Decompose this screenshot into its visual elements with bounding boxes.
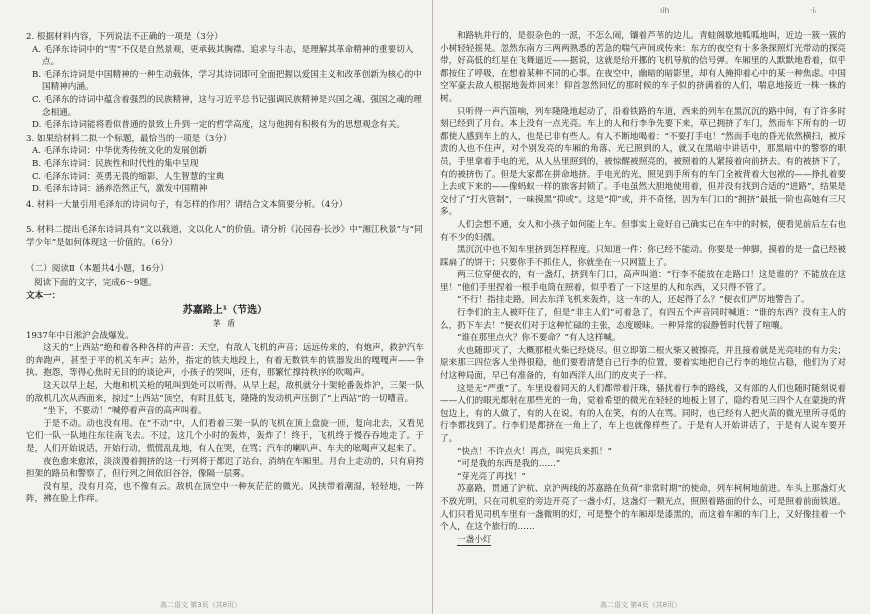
story-paragraph: 黑沉沉中也不知车里挤到怎样程度。只知道一件：你已经不能动。你要是一伸脚，摸着的是一盒已经被踩扁了的饼干；只要你手不抓住人，你就坐在一只网篮上了。 (440, 245, 846, 268)
question-2-option-d[interactable]: D. 毛泽东诗词能将看似普通的景致上升到一定的哲学高度，这与他拥有积极有为的思想观念有关。 (32, 120, 405, 131)
story-paragraph: 火也随即灭了，大概那根火柴已经烧尽。但立即第二根火柴又被擦亮，并且接着就是光亮哇的有力尖；原来那三四位客人坐得很稳，他们要看清楚自己行李的位置，要着实地把自己行李的地位占稳，他们为了对付这种局面，早已有准备的，有如西洋人出门的皮夹子一样。 (440, 345, 846, 382)
story-paragraph: 两三位穿便衣的，有一盏灯，挤到车门口，高声叫道：“行李不能放在走路口！这是谁的？不能放在这里！”他们手里捏着一根手电筒在照着，似乎看了一下这里的人和东西，又只得不管了。 (440, 270, 846, 293)
header-marks (440, 6, 860, 24)
story-paragraph: “坐下，不要动！”喊停着声音的高声叫着。 (43, 406, 207, 417)
story-paragraph: 只听得一声汽笛响，列车隆隆地起动了，沿着铁路的车道，西来的列车在黑沉沉的路中间，有了许多时刻已经到了月台。本上没有一点光亮。车上的人和行李争先要下来，草已拥挤了车门，然而车下所有的一切都使人感到车上的人，也是已非有些人。有人不断地喝着：“不要打手电！”然而手电的昏光依然横扫，被斥责的人也不住声，对个别发亮的车厢的角落、光已照到的人，就又在黑暗中讲话中，那黑暗中的警察的职员，手里拿着手电的光，从人丛里照到的，被惊醒被照亮的，被照着的人紧接着向前挤去。有的被挤下了，有的被挤伤了。但是大家都在拼命地挤。手电光的光，照见到手所有的车门全被背着大包袱的——挣扎着要上去或下来的——像蚂蚁一样的旅客封锁了。手电虽然大胆地使用着，但并没有找到合适的“进路”，结果是交付了“打火管制”，一味摸黑“抑或”。这是“抑”或，并不奇怪，因为车门口的“拥挤”最抵一阶也高她有三尺多。 (440, 106, 846, 218)
question-3-stem: 3. 如果给材料二拟一个标题，最恰当的一项是（3分） (26, 133, 232, 144)
story-paragraph: “芽光亮了再找！” (457, 471, 526, 482)
answer-space-4[interactable] (26, 211, 424, 223)
question-3-option-c[interactable]: C. 毛泽东诗词：英勇无畏的缩影，人生智慧的宝典 (32, 171, 225, 182)
story-paragraph: “谁在那里点火？你不要命？”有人这样喊。 (457, 333, 621, 344)
left-page-footer: 高二语文 第3页（共8页） (160, 601, 242, 609)
underlined-phrase: 一盏小灯 (457, 534, 492, 545)
story-paragraph: 这是无“严重”了。车里设着同天的人们都带着汗珠，骚扰着行李的路线，又有部的人们也随时随刻说着——人们的眼光都射在那些光的一角，觉着希望的微光在轻轻的地板上冒了，隐约看见三四个人在蒙拢的背包边上，有的人做了，有的人在说，有的人在笑，有的人在骂。同时，也已经有人把火苗的微光里所寻觅的行李都找到了。行李们是都挤在一角上了，车上也就像样些了。于是有人开始讲话了，于是有人说车要开了。 (440, 383, 846, 444)
page-fold-divider (432, 0, 433, 614)
story-paragraph: 人们会想不通，女人和小孩子如何能上车。但事实上竟好自己确实已在车中的时候，便看见前后左右也有不少的妇孺。 (440, 219, 846, 243)
story-paragraph: “快点！不许点火！再点，叫宪兵来抓！” (457, 446, 612, 457)
reading-instruction: 阅读下面的文字，完成6～9题。 (34, 277, 157, 288)
question-2-stem: 2. 根据材料内容，下列说法不正确的一项是（3分） (26, 32, 223, 42)
question-3-option-b[interactable]: B. 毛泽东诗词：民族性和时代性的集中呈现 (32, 158, 199, 169)
question-2-option-a[interactable]: A. 毛泽东诗词中的“雪”不仅是自然景观，更承载其胸襟、追求与斗志，是理解其革命精神的重要切入点。 (32, 44, 414, 68)
story-paragraph: 于是不动。动也没有用。在“不动”中，人们看着三架一队的飞机在顶上盘旋一匝，复向北去，又看见它们一队一队地往东往南飞去。不过，这几个小时的轰炸，轰炸了！终于，飞机终于慢吞吞地走了。于是，人们开始说话，开始行动，慌慌乱乱地，有人在哭，在骂；汽车的喇叭声、车夫的吆喝声又起来了。 (26, 418, 424, 455)
question-3-option-d[interactable]: D. 毛泽东诗词：涵养浩然正气，激发中国精神 (32, 184, 208, 195)
header-mark-2: ·iᵢ (810, 6, 817, 15)
story-paragraph: 这天的“上西站”绝和着各种各样的声音：天空，有敌人飞机的声音；远远传来的，有炮声，救护汽车的奔跑声，甚至于平的机关车声；站外，指定的铁夫地段上，有着无数铁车的铁器发出的嘎嘎声——争执、抱怨，等得心焦时无目的的谈论声，小孩子的哭叫，还有，那繁忙撑持秩序的吹喝声。 (26, 343, 424, 379)
story-paragraph: 夜色愈来愈浓，淡淡漫着拥挤的这一行列将于都迟了站台，消纳在车厢里。月台上走动的，只有肩挎担架的路员和警察了，但行列之间依旧谷谷，像隔一层雾。 (26, 456, 424, 480)
right-page (440, 30, 846, 610)
question-2-option-c[interactable]: C. 毛泽东的诗词中蕴含着强烈的民族精神，这与习近平总书记强调民族精神是兴国之魂、强国之魂的理念相通。 (32, 94, 422, 118)
question-3-option-a[interactable]: A. 毛泽东诗词：中华优秀传统文化的发展创新 (32, 146, 207, 157)
left-page (26, 30, 424, 610)
story-paragraph: 行李们的主人被吓住了，但是“非主人们”可着急了，有四五个声音同时喊道：“谁的东西？没有主人的么，扔下车去！”便衣们对于这种忙碌的主张，态度暧昧。一种异常的寂静暂时代替了喧嚷。 (440, 308, 846, 331)
question-5: 5. 材料二提出毛泽东诗词具有“文以载道，文以化人”的价值。请分析《沁园春·长沙》中“湘江秋景”与“同学少年”是如何体现这一价值的。（6分） (26, 225, 423, 248)
answer-space-5[interactable] (26, 250, 424, 260)
question-2-option-b[interactable]: B. 毛泽东诗词是中国精神的一种生动载体，学习其诗词即可全面把握以爱国主义和改革创新为核心的中国精神内涵。 (32, 69, 422, 93)
story-paragraph: 没有星，没有月亮，也不像有云。敌机在顶空中一种灰茫茫的微光。风挟带着潮湿，轻轻地，一阵阵，拂在脸上作痒。 (26, 481, 424, 505)
story-paragraph: 苏嘉路，贯通了沪杭、京沪两线的苏嘉路在负荷“非常时期”的使命，列车柯柯地前进。车头上那盏灯火不放光明，只在司机室的旁边开亮了一盏小灯，这盏灯一颗光点，照照着路面的什么，可是照着前面铁道。人们只看见司机车里有一盏微明的灯，可是整个的车厢却是漆黑的，而这着车厢的车门上，又好像挂着一个个人，在这个旅行的…… (440, 484, 846, 533)
section-heading: （二）阅读Ⅱ（本题共4小题，16分） (26, 263, 169, 274)
story-author: 茅 盾 (212, 318, 238, 328)
story-title: 苏嘉路上¹（节选） (182, 304, 268, 316)
story-paragraph: “不行！指挂走路，回去东洋飞机来轰炸，这一车的人，还起得了么？”便衣们严厉地警告了。 (457, 295, 810, 306)
story-paragraph: 这天以早上起，大炮和机关枪的吼叫到处可以听得。从早上起，敌机就分十架轮番轰炸沪，三架一队的敌机几次从西面来，掠过“上西站”顶空，有时且低飞，隆隆的发动机声压倒了“上西站”的一切嘈音。 (26, 381, 424, 404)
underlined-phrase-note (440, 534, 846, 547)
question-4: 4. 材料一大量引用毛泽东的诗词句子，有怎样的作用？请结合文本简要分析。（4分） (26, 199, 348, 210)
header-mark-1: ıı̇h (660, 6, 670, 15)
story-paragraph: “可是我的东西是我的……” (457, 459, 561, 470)
story-paragraph: 和路轨并行的，是很杂色的一派，不怎么闹，镶着芦苇的边儿。青蛙阁歇地呱呱地叫，近边一簇一簇的小树轻轻摇晃。忽然东南方三两两熟悉的苦急的喘气声间或传来：东方的夜空有十多条探照灯光带动的探亮带，好高低的红星在飞舞逼近——据说，这就是给开挪的飞机导航的信号弹。车厢里的人默默地看着，似乎都按住了呼吸，在想着某种不同的心事。在夜空中，幽暗的暗影里，却有人掩抑着心中的某一种焦虑。中国空军豪去敌人根据地轰炸回来！仰首忽然回忆的那时候的车子似的挤满着的人们，喘息地接近一株一株的树。 (440, 31, 846, 104)
right-page-footer: 高二语文 第4页（共8页） (600, 601, 682, 609)
story-paragraph: 1937年中日淞沪会战爆发。 (26, 330, 134, 341)
text-label: 文本一： (26, 291, 61, 302)
